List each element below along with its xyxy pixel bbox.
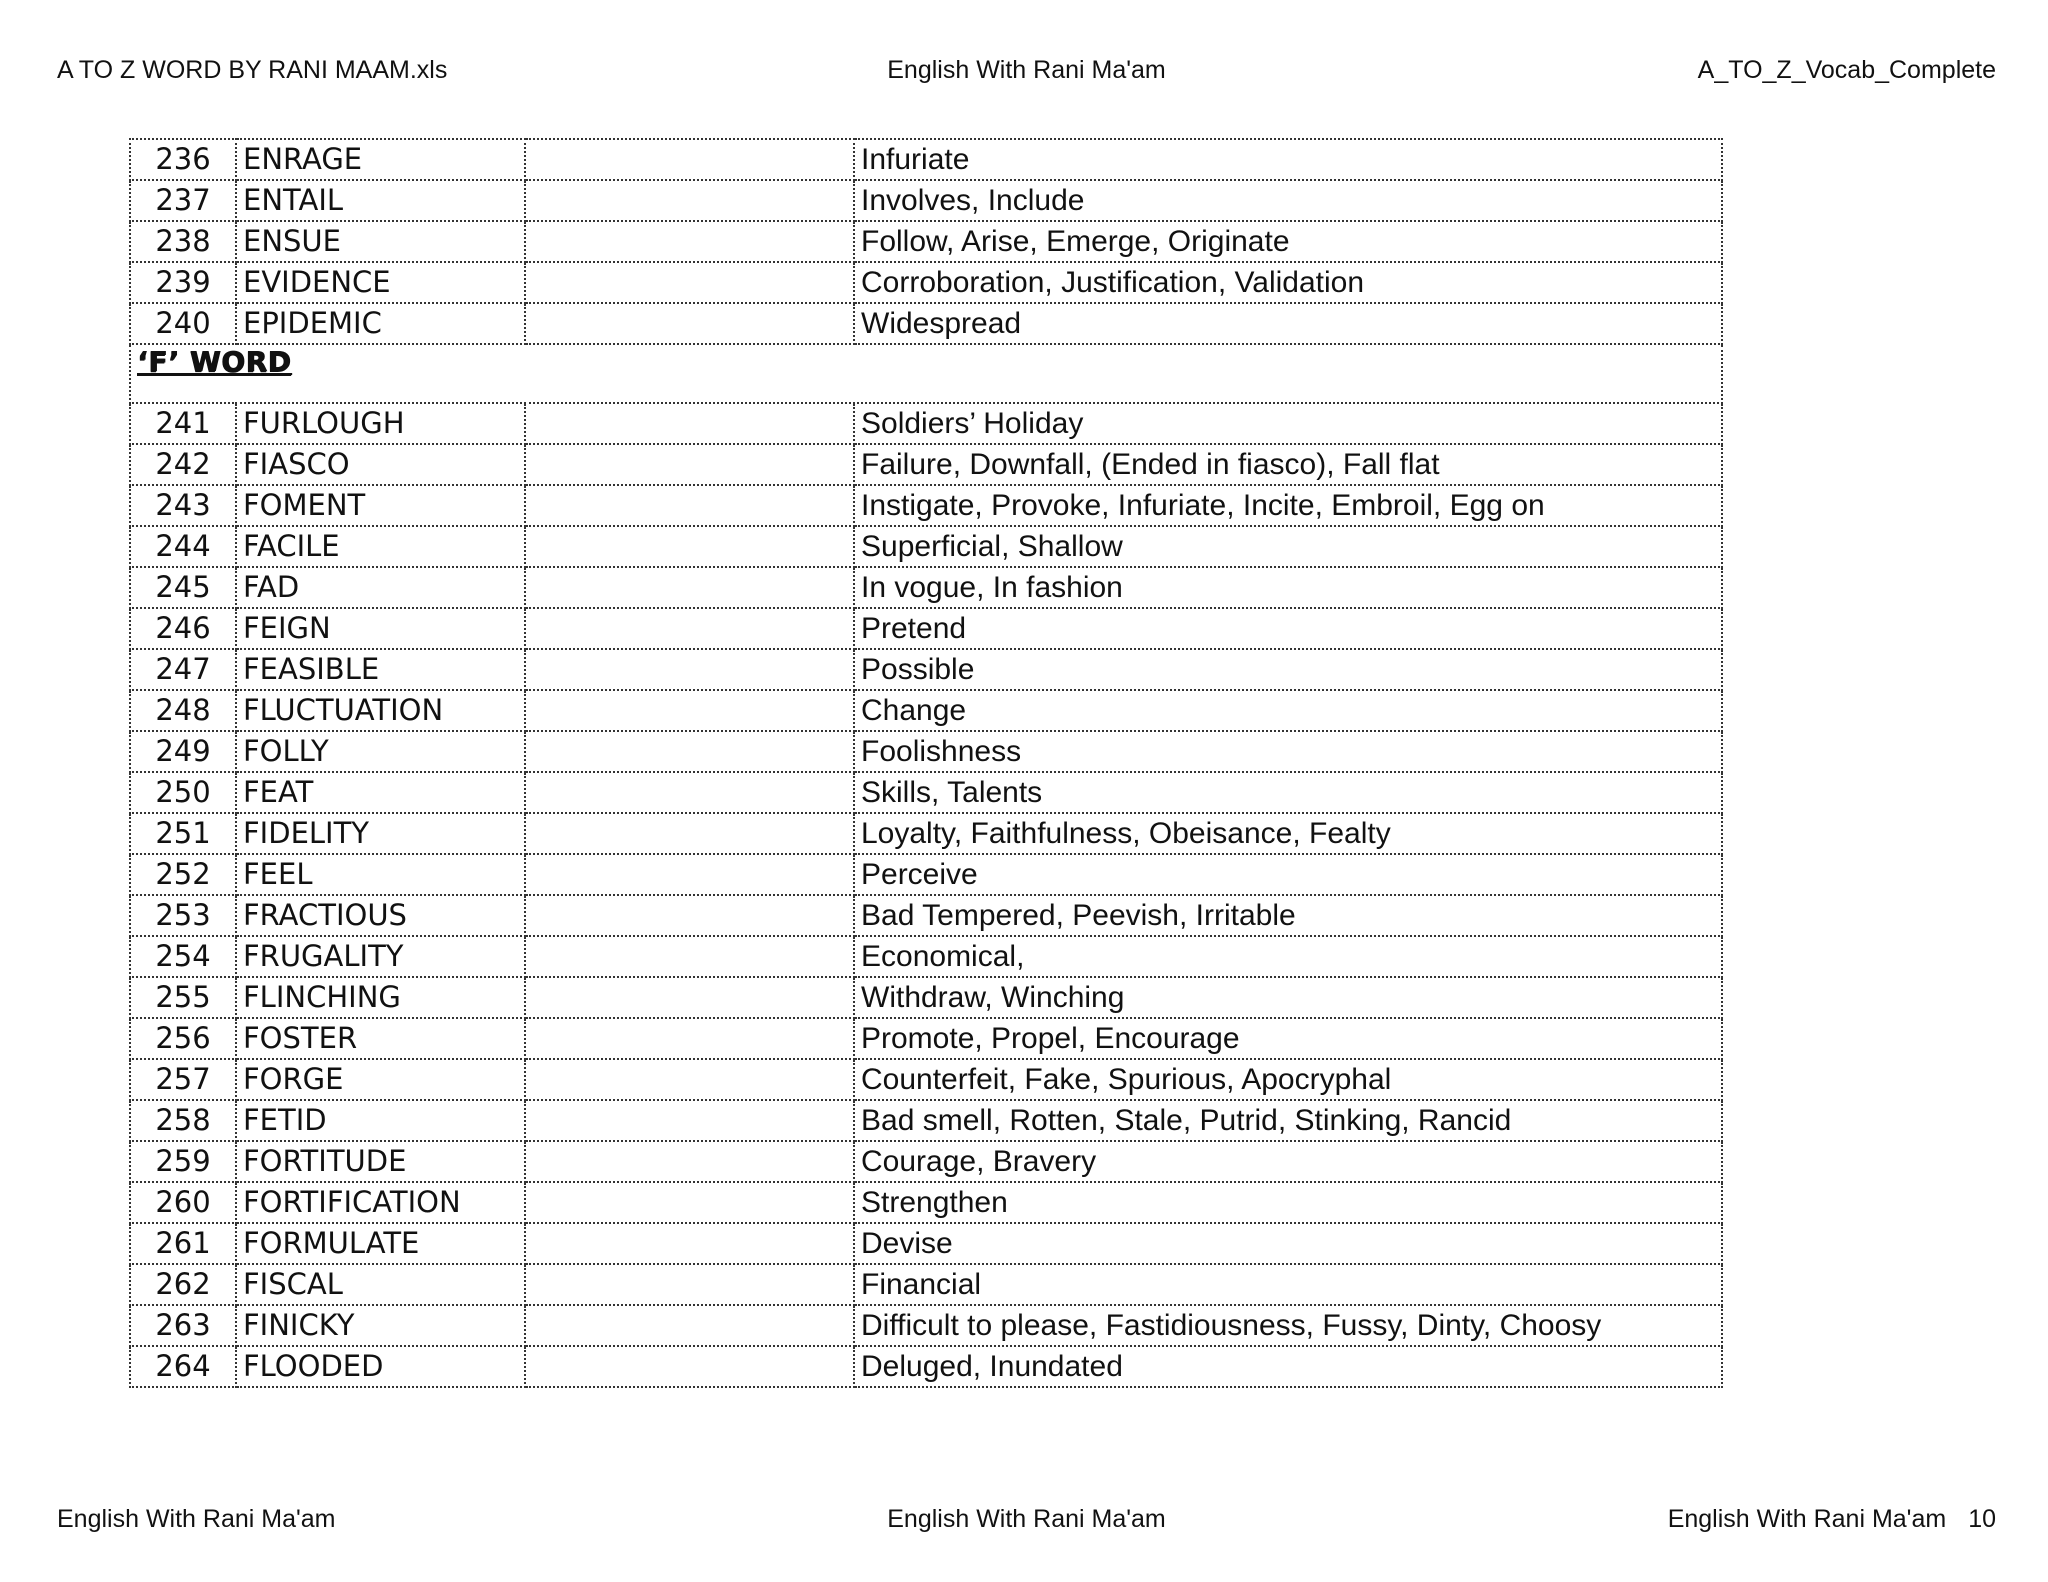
entry-blank-cell bbox=[525, 526, 854, 567]
entry-number: 249 bbox=[130, 731, 236, 772]
entry-number: 261 bbox=[130, 1223, 236, 1264]
entry-meaning: Skills, Talents bbox=[854, 772, 1722, 813]
entry-blank-cell bbox=[525, 1182, 854, 1223]
page-number: 10 bbox=[1968, 1505, 1996, 1533]
table-row bbox=[130, 649, 1722, 690]
entry-blank-cell bbox=[525, 1305, 854, 1346]
entry-number: 242 bbox=[130, 444, 236, 485]
entry-meaning: In vogue, In fashion bbox=[854, 567, 1722, 608]
table-row bbox=[130, 690, 1722, 731]
entry-word: FOLLY bbox=[236, 731, 525, 772]
entry-word: EPIDEMIC bbox=[236, 303, 525, 344]
entry-number: 240 bbox=[130, 303, 236, 344]
table-row bbox=[130, 1182, 1722, 1223]
table-row bbox=[130, 139, 1722, 180]
entry-meaning: Difficult to please, Fastidiousness, Fussy, Dinty, Choosy bbox=[854, 1305, 1722, 1346]
table-row bbox=[130, 1018, 1722, 1059]
entry-blank-cell bbox=[525, 1346, 854, 1387]
entry-word: FACILE bbox=[236, 526, 525, 567]
entry-number: 264 bbox=[130, 1346, 236, 1387]
header-filename: A TO Z WORD BY RANI MAAM.xls bbox=[57, 56, 448, 84]
table-row bbox=[130, 1346, 1722, 1387]
entry-word: FORGE bbox=[236, 1059, 525, 1100]
entry-word: FORTIFICATION bbox=[236, 1182, 525, 1223]
entry-blank-cell bbox=[525, 1264, 854, 1305]
table-row bbox=[130, 977, 1722, 1018]
vocabulary-table-body bbox=[130, 139, 1722, 1387]
entry-number: 257 bbox=[130, 1059, 236, 1100]
entry-word: FINICKY bbox=[236, 1305, 525, 1346]
entry-word: FRACTIOUS bbox=[236, 895, 525, 936]
footer-right-text: English With Rani Ma'am bbox=[1667, 1505, 1947, 1533]
entry-number: 263 bbox=[130, 1305, 236, 1346]
table-row bbox=[130, 895, 1722, 936]
entry-blank-cell bbox=[525, 608, 854, 649]
entry-meaning: Deluged, Inundated bbox=[854, 1346, 1722, 1387]
entry-blank-cell bbox=[525, 444, 854, 485]
entry-meaning: Superficial, Shallow bbox=[854, 526, 1722, 567]
entry-word: FOSTER bbox=[236, 1018, 525, 1059]
entry-meaning: Strengthen bbox=[854, 1182, 1722, 1223]
entry-word: FLINCHING bbox=[236, 977, 525, 1018]
entry-word: ENSUE bbox=[236, 221, 525, 262]
entry-number: 243 bbox=[130, 485, 236, 526]
entry-number: 259 bbox=[130, 1141, 236, 1182]
entry-word: FEEL bbox=[236, 854, 525, 895]
entry-number: 237 bbox=[130, 180, 236, 221]
entry-word: FEASIBLE bbox=[236, 649, 525, 690]
entry-meaning: Bad Tempered, Peevish, Irritable bbox=[854, 895, 1722, 936]
entry-word: FORMULATE bbox=[236, 1223, 525, 1264]
table-row bbox=[130, 485, 1722, 526]
table-row bbox=[130, 567, 1722, 608]
entry-blank-cell bbox=[525, 977, 854, 1018]
entry-meaning: Change bbox=[854, 690, 1722, 731]
entry-meaning: Economical, bbox=[854, 936, 1722, 977]
entry-word: FLUCTUATION bbox=[236, 690, 525, 731]
entry-word: FORTITUDE bbox=[236, 1141, 525, 1182]
entry-blank-cell bbox=[525, 1059, 854, 1100]
entry-blank-cell bbox=[525, 731, 854, 772]
entry-number: 246 bbox=[130, 608, 236, 649]
entry-blank-cell bbox=[525, 813, 854, 854]
table-row bbox=[130, 608, 1722, 649]
entry-number: 236 bbox=[130, 139, 236, 180]
table-row bbox=[130, 262, 1722, 303]
table-row bbox=[130, 180, 1722, 221]
entry-meaning: Failure, Downfall, (Ended in fiasco), Fall flat bbox=[854, 444, 1722, 485]
entry-meaning: Financial bbox=[854, 1264, 1722, 1305]
entry-blank-cell bbox=[525, 262, 854, 303]
entry-number: 241 bbox=[130, 403, 236, 444]
entry-number: 251 bbox=[130, 813, 236, 854]
vocabulary-table bbox=[129, 138, 1723, 1388]
entry-meaning: Perceive bbox=[854, 854, 1722, 895]
table-row bbox=[130, 1223, 1722, 1264]
table-row bbox=[130, 772, 1722, 813]
entry-number: 258 bbox=[130, 1100, 236, 1141]
table-row bbox=[130, 1141, 1722, 1182]
section-heading: ‘F’ WORD bbox=[137, 345, 292, 378]
footer-center-text: English With Rani Ma'am bbox=[887, 1505, 1166, 1533]
footer-left-text: English With Rani Ma'am bbox=[57, 1505, 336, 1533]
entry-blank-cell bbox=[525, 690, 854, 731]
entry-number: 250 bbox=[130, 772, 236, 813]
header-title: English With Rani Ma'am bbox=[887, 56, 1166, 84]
entry-meaning: Infuriate bbox=[854, 139, 1722, 180]
entry-word: FISCAL bbox=[236, 1264, 525, 1305]
entry-meaning: Devise bbox=[854, 1223, 1722, 1264]
entry-word: FAD bbox=[236, 567, 525, 608]
entry-meaning: Courage, Bravery bbox=[854, 1141, 1722, 1182]
entry-blank-cell bbox=[525, 895, 854, 936]
entry-word: FEAT bbox=[236, 772, 525, 813]
entry-number: 247 bbox=[130, 649, 236, 690]
header-sheet-name: A_TO_Z_Vocab_Complete bbox=[1697, 56, 1996, 84]
table-row bbox=[130, 526, 1722, 567]
entry-word: FRUGALITY bbox=[236, 936, 525, 977]
entry-meaning: Involves, Include bbox=[854, 180, 1722, 221]
entry-meaning: Corroboration, Justification, Validation bbox=[854, 262, 1722, 303]
section-heading-row bbox=[130, 344, 1722, 403]
entry-word: ENRAGE bbox=[236, 139, 525, 180]
table-row bbox=[130, 1059, 1722, 1100]
entry-number: 248 bbox=[130, 690, 236, 731]
entry-blank-cell bbox=[525, 772, 854, 813]
entry-word: FEIGN bbox=[236, 608, 525, 649]
table-row bbox=[130, 1305, 1722, 1346]
entry-word: FOMENT bbox=[236, 485, 525, 526]
entry-number: 253 bbox=[130, 895, 236, 936]
entry-word: FIDELITY bbox=[236, 813, 525, 854]
entry-meaning: Possible bbox=[854, 649, 1722, 690]
table-row bbox=[130, 444, 1722, 485]
page-footer bbox=[57, 1504, 1996, 1534]
entry-blank-cell bbox=[525, 485, 854, 526]
entry-blank-cell bbox=[525, 1018, 854, 1059]
entry-meaning: Follow, Arise, Emerge, Originate bbox=[854, 221, 1722, 262]
entry-number: 256 bbox=[130, 1018, 236, 1059]
entry-number: 238 bbox=[130, 221, 236, 262]
entry-meaning: Promote, Propel, Encourage bbox=[854, 1018, 1722, 1059]
entry-meaning: Soldiers’ Holiday bbox=[854, 403, 1722, 444]
entry-number: 239 bbox=[130, 262, 236, 303]
entry-number: 260 bbox=[130, 1182, 236, 1223]
entry-number: 244 bbox=[130, 526, 236, 567]
entry-blank-cell bbox=[525, 180, 854, 221]
table-row bbox=[130, 813, 1722, 854]
entry-word: FIASCO bbox=[236, 444, 525, 485]
entry-meaning: Counterfeit, Fake, Spurious, Apocryphal bbox=[854, 1059, 1722, 1100]
entry-blank-cell bbox=[525, 139, 854, 180]
entry-blank-cell bbox=[525, 1223, 854, 1264]
entry-meaning: Bad smell, Rotten, Stale, Putrid, Stinking, Rancid bbox=[854, 1100, 1722, 1141]
entry-blank-cell bbox=[525, 1141, 854, 1182]
entry-word: FETID bbox=[236, 1100, 525, 1141]
entry-number: 254 bbox=[130, 936, 236, 977]
table-row bbox=[130, 303, 1722, 344]
entry-number: 262 bbox=[130, 1264, 236, 1305]
page-header bbox=[57, 55, 1996, 85]
table-row bbox=[130, 854, 1722, 895]
entry-blank-cell bbox=[525, 303, 854, 344]
entry-number: 255 bbox=[130, 977, 236, 1018]
entry-blank-cell bbox=[525, 936, 854, 977]
table-row bbox=[130, 1264, 1722, 1305]
entry-word: FLOODED bbox=[236, 1346, 525, 1387]
entry-meaning: Widespread bbox=[854, 303, 1722, 344]
entry-meaning: Instigate, Provoke, Infuriate, Incite, Embroil, Egg on bbox=[854, 485, 1722, 526]
section-heading-cell bbox=[130, 344, 1722, 403]
table-row bbox=[130, 221, 1722, 262]
entry-blank-cell bbox=[525, 854, 854, 895]
entry-word: FURLOUGH bbox=[236, 403, 525, 444]
entry-blank-cell bbox=[525, 567, 854, 608]
table-row bbox=[130, 731, 1722, 772]
entry-blank-cell bbox=[525, 649, 854, 690]
entry-meaning: Loyalty, Faithfulness, Obeisance, Fealty bbox=[854, 813, 1722, 854]
entry-blank-cell bbox=[525, 1100, 854, 1141]
entry-meaning: Pretend bbox=[854, 608, 1722, 649]
table-row bbox=[130, 1100, 1722, 1141]
entry-number: 245 bbox=[130, 567, 236, 608]
entry-number: 252 bbox=[130, 854, 236, 895]
footer-right-group bbox=[1668, 1504, 1996, 1534]
entry-meaning: Foolishness bbox=[854, 731, 1722, 772]
entry-meaning: Withdraw, Winching bbox=[854, 977, 1722, 1018]
entry-word: EVIDENCE bbox=[236, 262, 525, 303]
table-row bbox=[130, 936, 1722, 977]
entry-blank-cell bbox=[525, 403, 854, 444]
table-row bbox=[130, 403, 1722, 444]
entry-word: ENTAIL bbox=[236, 180, 525, 221]
entry-blank-cell bbox=[525, 221, 854, 262]
